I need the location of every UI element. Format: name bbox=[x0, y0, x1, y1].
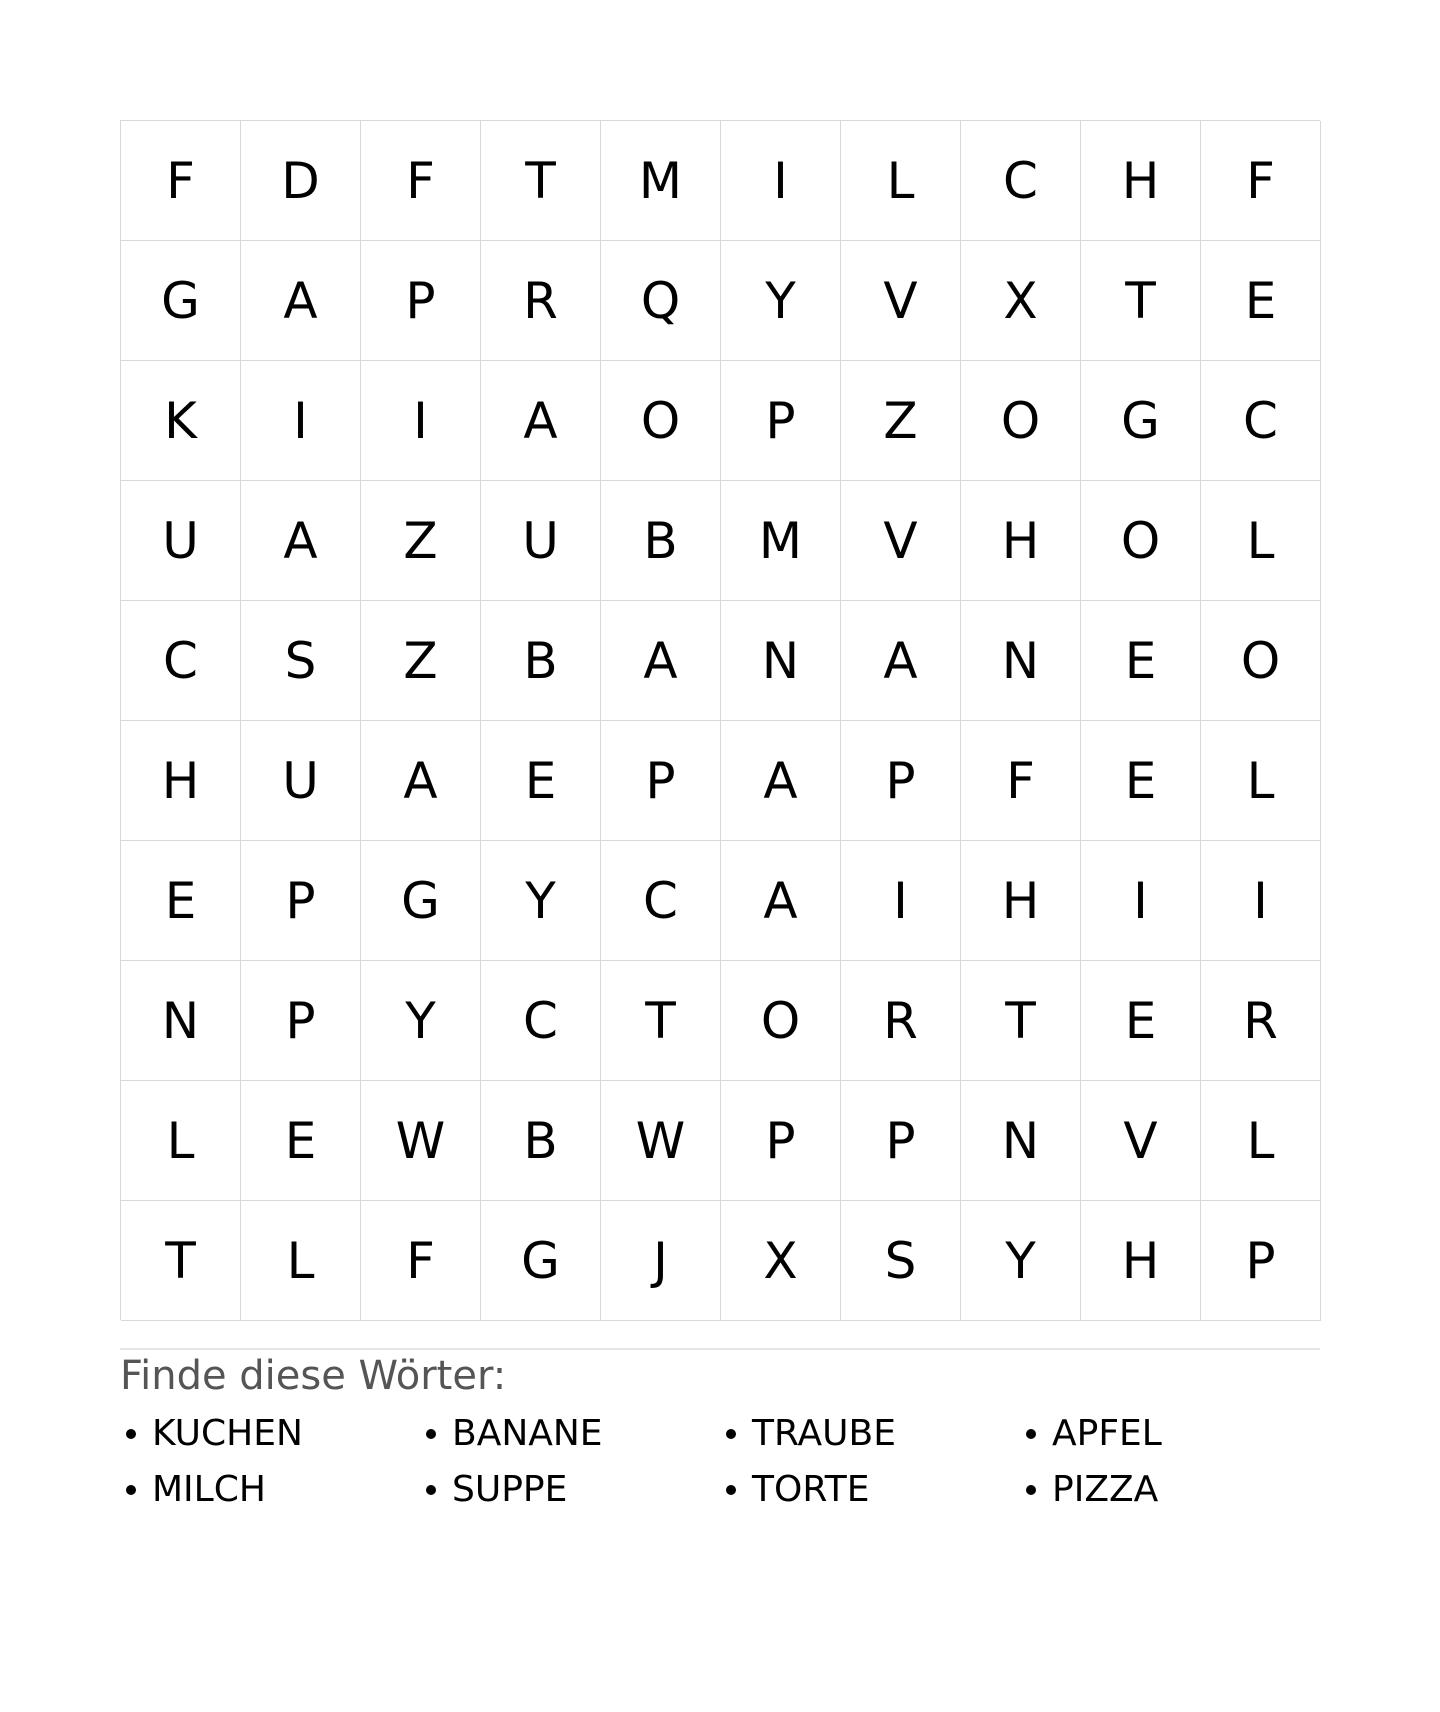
word-label: KUCHEN bbox=[152, 1413, 303, 1454]
bullet-icon bbox=[726, 1429, 736, 1439]
word-list-item bbox=[120, 1410, 420, 1458]
grid-cell[interactable]: Y bbox=[721, 241, 841, 361]
grid-cell[interactable]: I bbox=[1201, 841, 1321, 961]
bullet-icon bbox=[126, 1429, 136, 1439]
grid-cell[interactable]: T bbox=[1081, 241, 1201, 361]
grid-cell[interactable]: E bbox=[1081, 601, 1201, 721]
grid-cell[interactable]: L bbox=[1201, 481, 1321, 601]
grid-cell[interactable]: G bbox=[121, 241, 241, 361]
bullet-icon bbox=[726, 1485, 736, 1495]
grid-cell[interactable]: P bbox=[841, 1081, 961, 1201]
grid-cell[interactable]: F bbox=[361, 121, 481, 241]
bullet-icon bbox=[1026, 1485, 1036, 1495]
grid-cell[interactable]: O bbox=[601, 361, 721, 481]
grid-cell[interactable]: K bbox=[121, 361, 241, 481]
bullet-icon bbox=[426, 1429, 436, 1439]
grid-cell[interactable]: C bbox=[961, 121, 1081, 241]
grid-cell[interactable]: J bbox=[601, 1201, 721, 1321]
grid-cell[interactable]: I bbox=[841, 841, 961, 961]
grid-cell[interactable]: U bbox=[241, 721, 361, 841]
grid-cell[interactable]: P bbox=[721, 361, 841, 481]
bullet-icon bbox=[126, 1485, 136, 1495]
bullet-icon bbox=[426, 1485, 436, 1495]
grid-cell[interactable]: I bbox=[1081, 841, 1201, 961]
word-label: PIZZA bbox=[1052, 1469, 1159, 1510]
grid-cell[interactable]: E bbox=[121, 841, 241, 961]
grid-cell[interactable]: G bbox=[1081, 361, 1201, 481]
word-list-item bbox=[720, 1410, 1020, 1458]
grid-cell[interactable]: A bbox=[721, 721, 841, 841]
grid-cell[interactable]: A bbox=[361, 721, 481, 841]
divider bbox=[120, 1348, 1320, 1350]
grid-cell[interactable]: O bbox=[721, 961, 841, 1081]
grid-cell[interactable]: O bbox=[961, 361, 1081, 481]
grid-cell[interactable]: B bbox=[481, 601, 601, 721]
bullet-icon bbox=[1026, 1429, 1036, 1439]
word-list-item bbox=[420, 1410, 720, 1458]
grid-cell[interactable]: L bbox=[1201, 721, 1321, 841]
grid-cell[interactable]: E bbox=[1081, 721, 1201, 841]
grid-cell[interactable]: T bbox=[481, 121, 601, 241]
word-label: MILCH bbox=[152, 1469, 266, 1510]
grid-cell[interactable]: H bbox=[961, 481, 1081, 601]
grid-cell[interactable]: I bbox=[241, 361, 361, 481]
grid-cell[interactable]: H bbox=[1081, 1201, 1201, 1321]
grid-cell[interactable]: N bbox=[121, 961, 241, 1081]
grid-cell[interactable]: P bbox=[841, 721, 961, 841]
grid-cell[interactable]: L bbox=[1201, 1081, 1321, 1201]
grid-cell[interactable]: W bbox=[361, 1081, 481, 1201]
grid-cell[interactable]: G bbox=[361, 841, 481, 961]
grid-cell[interactable]: C bbox=[1201, 361, 1321, 481]
grid-cell[interactable]: M bbox=[601, 121, 721, 241]
grid-cell[interactable]: L bbox=[841, 121, 961, 241]
grid-cell[interactable]: P bbox=[1201, 1201, 1321, 1321]
grid-cell[interactable]: Y bbox=[481, 841, 601, 961]
grid-cell[interactable]: N bbox=[721, 601, 841, 721]
grid-cell[interactable]: I bbox=[361, 361, 481, 481]
grid-cell[interactable]: F bbox=[1201, 121, 1321, 241]
grid-cell[interactable]: F bbox=[121, 121, 241, 241]
grid-cell[interactable]: E bbox=[1201, 241, 1321, 361]
grid-cell[interactable]: Y bbox=[961, 1201, 1081, 1321]
grid-cell[interactable]: H bbox=[961, 841, 1081, 961]
grid-cell[interactable]: I bbox=[721, 121, 841, 241]
grid-cell[interactable]: U bbox=[121, 481, 241, 601]
word-list-item bbox=[1020, 1410, 1320, 1458]
word-list bbox=[120, 1410, 1320, 1514]
grid-cell[interactable]: C bbox=[601, 841, 721, 961]
grid-cell[interactable]: O bbox=[1081, 481, 1201, 601]
grid-cell[interactable]: V bbox=[841, 241, 961, 361]
grid-cell[interactable]: T bbox=[961, 961, 1081, 1081]
grid-cell[interactable]: A bbox=[481, 361, 601, 481]
grid-cell[interactable]: Z bbox=[841, 361, 961, 481]
word-list-item bbox=[120, 1466, 420, 1514]
grid-cell[interactable]: X bbox=[961, 241, 1081, 361]
word-label: BANANE bbox=[452, 1413, 603, 1454]
word-label: TORTE bbox=[752, 1469, 870, 1510]
grid-cell[interactable]: C bbox=[481, 961, 601, 1081]
grid-cell[interactable]: H bbox=[1081, 121, 1201, 241]
grid-cell[interactable]: V bbox=[1081, 1081, 1201, 1201]
grid-cell[interactable]: E bbox=[1081, 961, 1201, 1081]
grid-cell[interactable]: A bbox=[241, 241, 361, 361]
letter-grid bbox=[120, 120, 1320, 1320]
word-list-item bbox=[1020, 1466, 1320, 1514]
grid-cell[interactable]: T bbox=[601, 961, 721, 1081]
grid-cell[interactable]: G bbox=[481, 1201, 601, 1321]
grid-cell[interactable]: X bbox=[721, 1201, 841, 1321]
word-search-puzzle bbox=[120, 120, 1320, 1514]
grid-cell[interactable]: A bbox=[841, 601, 961, 721]
word-list-item bbox=[720, 1466, 1020, 1514]
grid-cell[interactable]: P bbox=[601, 721, 721, 841]
grid-cell[interactable]: E bbox=[241, 1081, 361, 1201]
grid-cell[interactable]: T bbox=[121, 1201, 241, 1321]
grid-cell[interactable]: F bbox=[361, 1201, 481, 1321]
grid-cell[interactable]: Q bbox=[601, 241, 721, 361]
grid-cell[interactable]: S bbox=[241, 601, 361, 721]
word-label: APFEL bbox=[1052, 1413, 1162, 1454]
grid-cell[interactable]: P bbox=[241, 961, 361, 1081]
grid-cell[interactable]: L bbox=[241, 1201, 361, 1321]
grid-cell[interactable]: Z bbox=[361, 601, 481, 721]
word-list-title: Finde diese Wörter: bbox=[120, 1353, 507, 1399]
word-list-item bbox=[420, 1466, 720, 1514]
grid-cell[interactable]: P bbox=[241, 841, 361, 961]
grid-cell[interactable]: D bbox=[241, 121, 361, 241]
grid-cell[interactable]: B bbox=[601, 481, 721, 601]
grid-cell[interactable]: N bbox=[961, 1081, 1081, 1201]
grid-cell[interactable]: O bbox=[1201, 601, 1321, 721]
grid-cell[interactable]: V bbox=[841, 481, 961, 601]
grid-cell[interactable]: A bbox=[721, 841, 841, 961]
grid-cell[interactable]: F bbox=[961, 721, 1081, 841]
grid-cell[interactable]: P bbox=[361, 241, 481, 361]
grid-cell[interactable]: R bbox=[841, 961, 961, 1081]
grid-cell[interactable]: W bbox=[601, 1081, 721, 1201]
grid-cell[interactable]: C bbox=[121, 601, 241, 721]
grid-cell[interactable]: B bbox=[481, 1081, 601, 1201]
grid-cell[interactable]: S bbox=[841, 1201, 961, 1321]
grid-cell[interactable]: A bbox=[601, 601, 721, 721]
grid-cell[interactable]: Y bbox=[361, 961, 481, 1081]
grid-cell[interactable]: P bbox=[721, 1081, 841, 1201]
grid-cell[interactable]: Z bbox=[361, 481, 481, 601]
grid-cell[interactable]: H bbox=[121, 721, 241, 841]
grid-cell[interactable]: N bbox=[961, 601, 1081, 721]
grid-cell[interactable]: R bbox=[481, 241, 601, 361]
grid-cell[interactable]: R bbox=[1201, 961, 1321, 1081]
grid-cell[interactable]: U bbox=[481, 481, 601, 601]
word-label: TRAUBE bbox=[752, 1413, 896, 1454]
word-label: SUPPE bbox=[452, 1469, 568, 1510]
grid-cell[interactable]: E bbox=[481, 721, 601, 841]
grid-cell[interactable]: M bbox=[721, 481, 841, 601]
grid-cell[interactable]: A bbox=[241, 481, 361, 601]
grid-cell[interactable]: L bbox=[121, 1081, 241, 1201]
